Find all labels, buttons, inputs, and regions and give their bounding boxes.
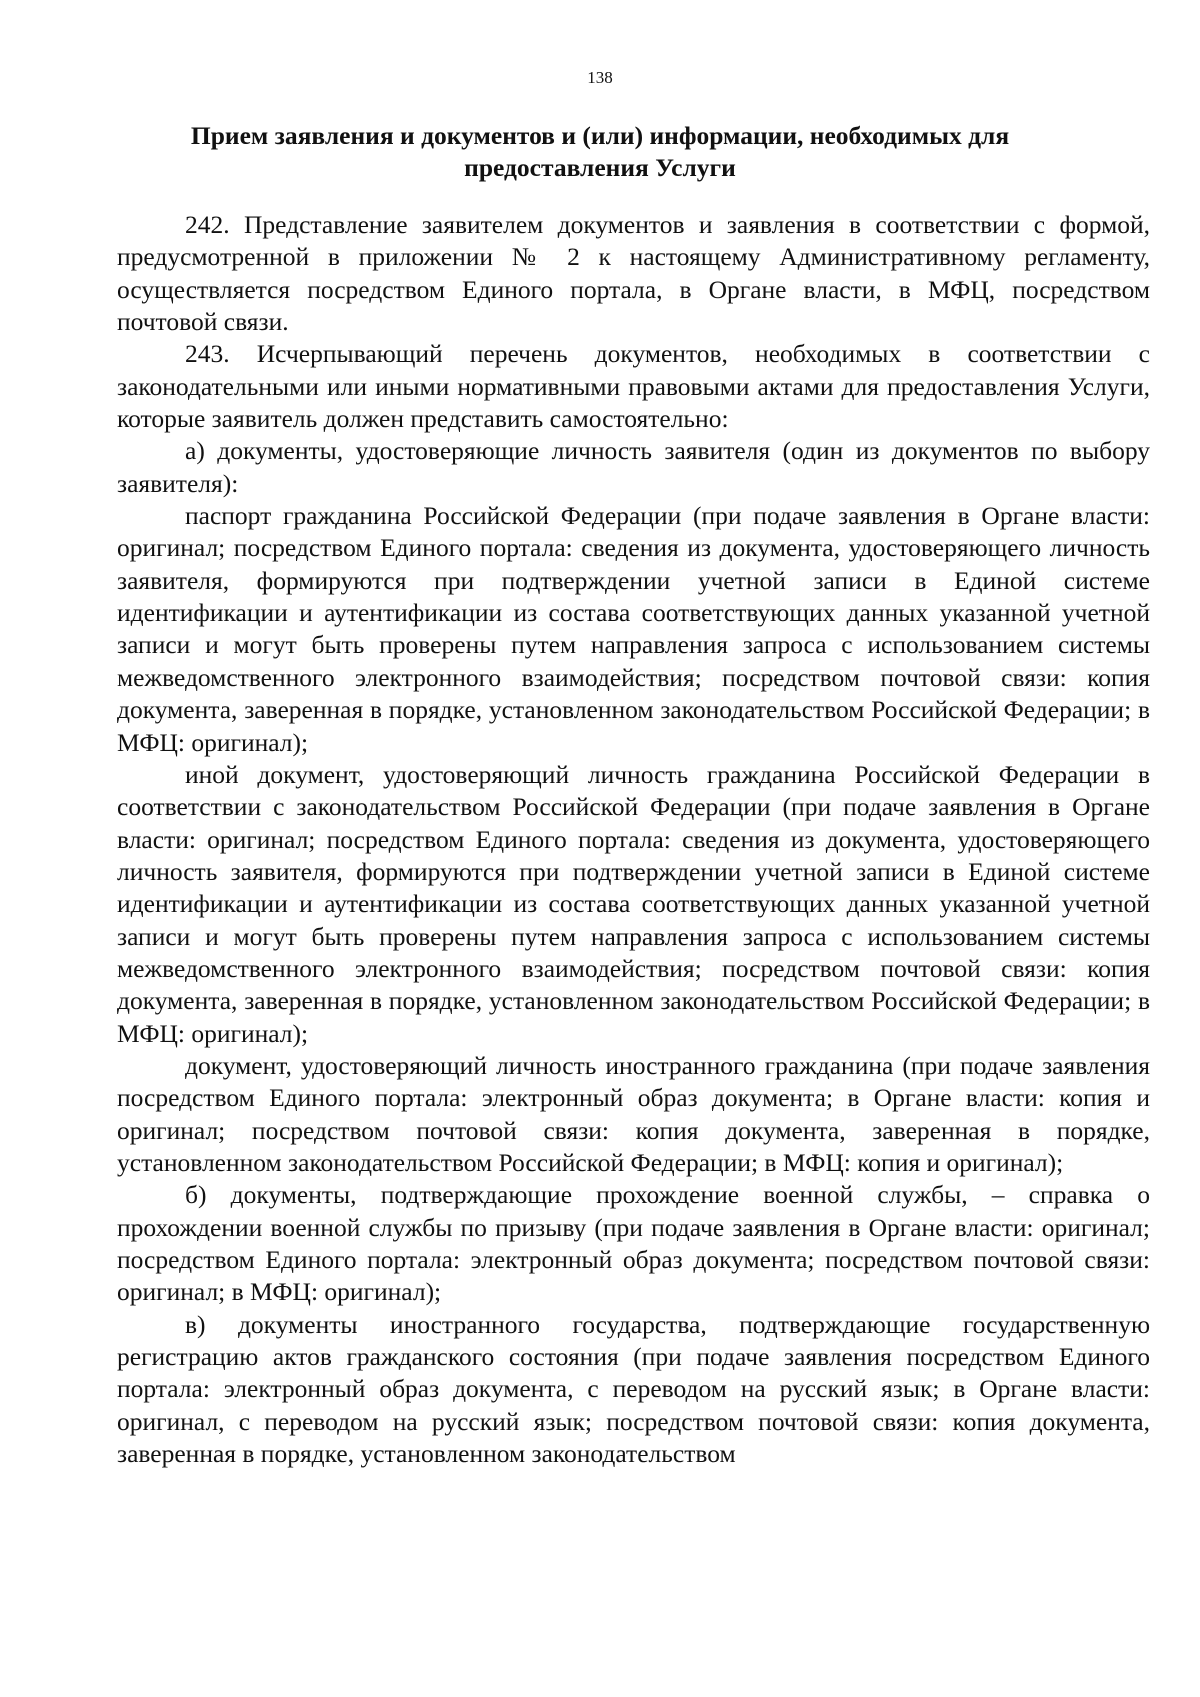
paragraph-242: 242. Представление заявителем документов и заявления в соответствии с формой, предусмотренной в приложении № 2 к настоящему Административному регламенту, осуществляется посредством Единого портала, в Органе власти, в МФЦ, посредством почтовой связи.: [117, 210, 1150, 337]
paragraph-item-a: а) документы, удостоверяющие личность заявителя (один из документов по выбору заявителя):: [117, 436, 1150, 498]
paragraph-other-id: иной документ, удостоверяющий личность гражданина Российской Федерации в соответствии с законодательством Российской Федерации (при подаче заявления в Органе власти: оригинал; посредством Единого портала: сведения из документа, удостоверяющего личность заявителя, формируются при подтверждении учетной записи в Единой системе идентификации и аутентификации из состава соответствующих данных указанной учетной записи и могут быть проверены путем направления запроса с использованием системы межведомственного электронного взаимодействия; посредством почтовой связи: копия документа, заверенная в порядке, установленном законодательством Российской Федерации; в МФЦ: оригинал);: [117, 759, 1150, 1048]
paragraph-passport: паспорт гражданина Российской Федерации (при подаче заявления в Органе власти: оригинал; посредством Единого портала: сведения из документа, удостоверяющего личность заявителя, формируются при подтверждении учетной записи в Единой системе идентификации и аутентификации из состава соответствующих данных указанной учетной записи и могут быть проверены путем направления запроса с использованием системы межведомственного электронного взаимодействия; посредством почтовой связи: копия документа, заверенная в порядке, установленном законодательством Российской Федерации; в МФЦ: оригинал);: [117, 501, 1150, 757]
paragraph-foreign-id: документ, удостоверяющий личность иностранного гражданина (при подаче заявления посредством Единого портала: электронный образ документа; в Органе власти: копия и оригинал; посредством почтовой связи: копия документа, заверенная в порядке, установленном законодательством Российской Федерации; в МФЦ: копия и оригинал);: [117, 1050, 1150, 1177]
page-number: 138: [587, 68, 613, 87]
paragraph-item-v: в) документы иностранного государства, подтверждающие государственную регистрацию актов гражданского состояния (при подаче заявления посредством Единого портала: электронный образ документа, с переводом на русский язык; в Органе власти: оригинал, с переводом на русский язык; посредством почтовой связи: копия документа, заверенная в порядке, установленном законодательством: [117, 1309, 1150, 1469]
paragraph-item-b: б) документы, подтверждающие прохождение военной службы, – справка о прохождении военной службы по призыву (при подаче заявления в Органе власти: оригинал; посредством Единого портала: электронный образ документа; посредством почтовой связи: оригинал; в МФЦ: оригинал);: [117, 1180, 1150, 1307]
document-body: [117, 209, 1150, 1470]
section-heading: Прием заявления и документов и (или) информации, необходимых для предоставления Услуги: [190, 121, 1010, 182]
paragraph-243: 243. Исчерпывающий перечень документов, необходимых в соответствии с законодательными или иными нормативными правовыми актами для предоставления Услуги, которые заявитель должен представить самостоятельно:: [117, 339, 1150, 434]
